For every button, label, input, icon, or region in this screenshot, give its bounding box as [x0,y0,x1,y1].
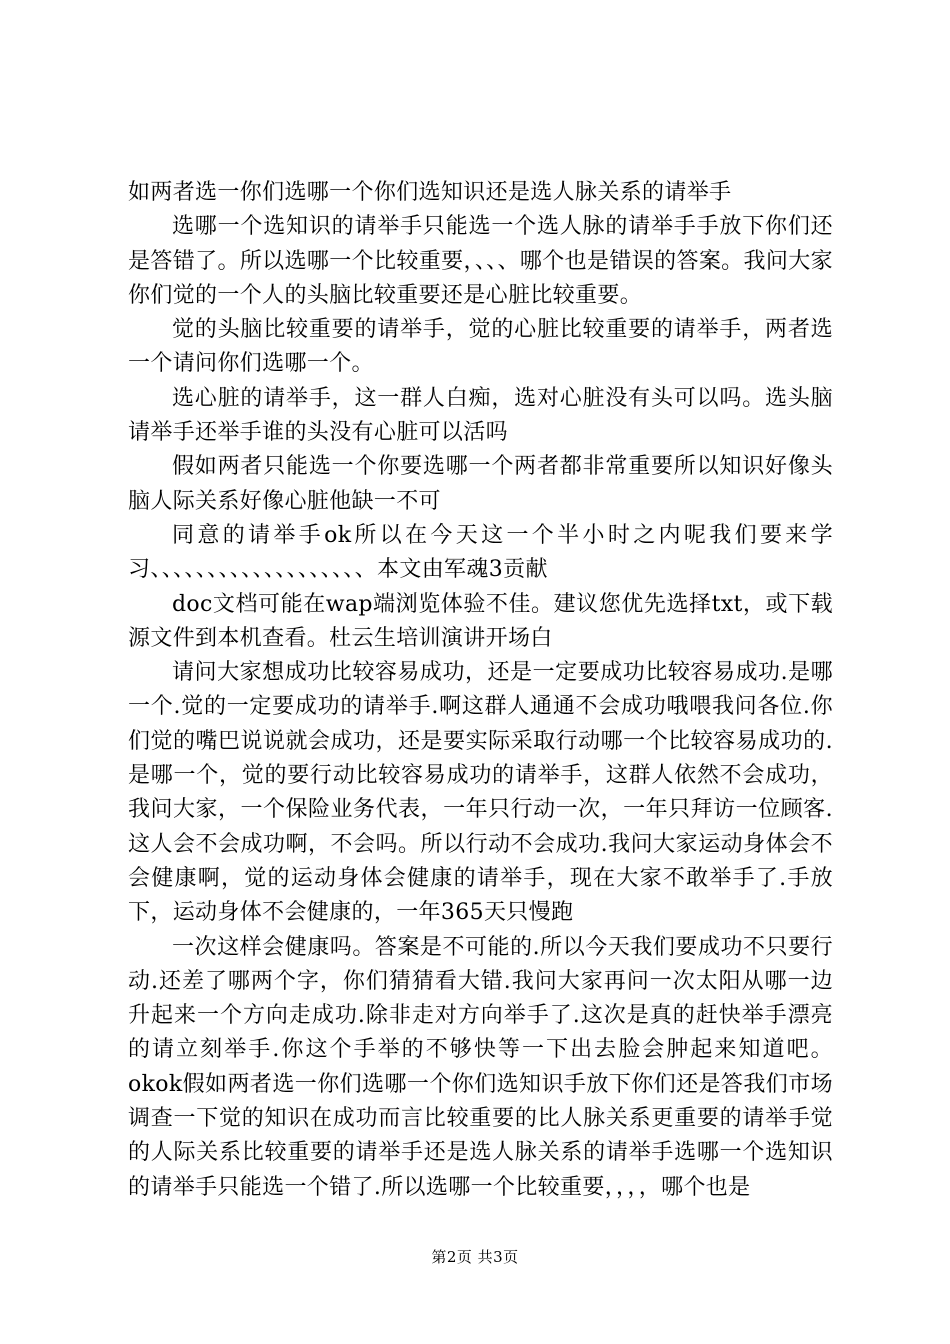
paragraph-1: 如两者选一你们选哪一个你们选知识还是选人脉关系的请举手 [128,180,732,205]
paragraph-4: 选心脏的请举手，这一群人白痴，选对心脏没有头可以吗。选头脑请举手还举手谁的头没有心脏可以活吗 [128,385,833,446]
paragraph-9: 一次这样会健康吗。答案是不可能的.所以今天我们要成功不只要行动.还差了哪两个字，你们猜猜看大错.我问大家再问一次太阳从哪一边升起来一个方向走成功.除非走对方向举手了.这次是真的赶快举手漂亮的请立刻举手.你这个手举的不够快等一下出去脸会肿起来知道吧。okok假如两者选一你们选哪一个你们选知识手放下你们还是答我们市场调查一下觉的知识在成功而言比较重要的比人脉关系更重要的请举手觉的人际关系比较重要的请举手还是选人脉关系的请举手选哪一个选知识的请举手只能选一个错了.所以选哪一个比较重要，，，，哪个也是 [128,934,833,1200]
paragraph-2: 选哪一个选知识的请举手只能选一个选人脉的请举手手放下你们还是答错了。所以选哪一个比较重要，、、、哪个也是错误的答案。我问大家你们觉的一个人的头脑比较重要还是心脏比较重要。 [128,214,833,308]
paragraph-6: 同意的请举手ok所以在今天这一个半小时之内呢我们要来学习、、、、、、、、、、、、、、、、、、、本文由军魂3贡献 [128,522,833,583]
document-body [128,176,833,1205]
page-number-footer: 第2页 共3页 [431,1248,519,1266]
paragraph-7: doc文档可能在wap端浏览体验不佳。建议您优先选择txt，或下载源文件到本机查看。杜云生培训演讲开场白 [128,591,833,651]
paragraph-3: 觉的头脑比较重要的请举手，觉的心脏比较重要的请举手，两者选一个请问你们选哪一个。 [128,317,833,377]
paragraph-5: 假如两者只能选一个你要选哪一个两者都非常重要所以知识好像头脑人际关系好像心脏他缺一不可 [128,454,833,514]
paragraph-8: 请问大家想成功比较容易成功，还是一定要成功比较容易成功.是哪一个.觉的一定要成功的请举手.啊这群人通通不会成功哦喂我问各位.你们觉的嘴巴说说就会成功，还是要实际采取行动哪一个比较容易成功的.是哪一个，觉的要行动比较容易成功的请举手，这群人依然不会成功，我问大家，一个保险业务代表，一年只行动一次，一年只拜访一位顾客.这人会不会成功啊，不会吗。所以行动不会成功.我问大家运动身体会不会健康啊，觉的运动身体会健康的请举手，现在大家不敢举手了.手放下，运动身体不会健康的，一年365天只慢跑 [128,660,833,926]
